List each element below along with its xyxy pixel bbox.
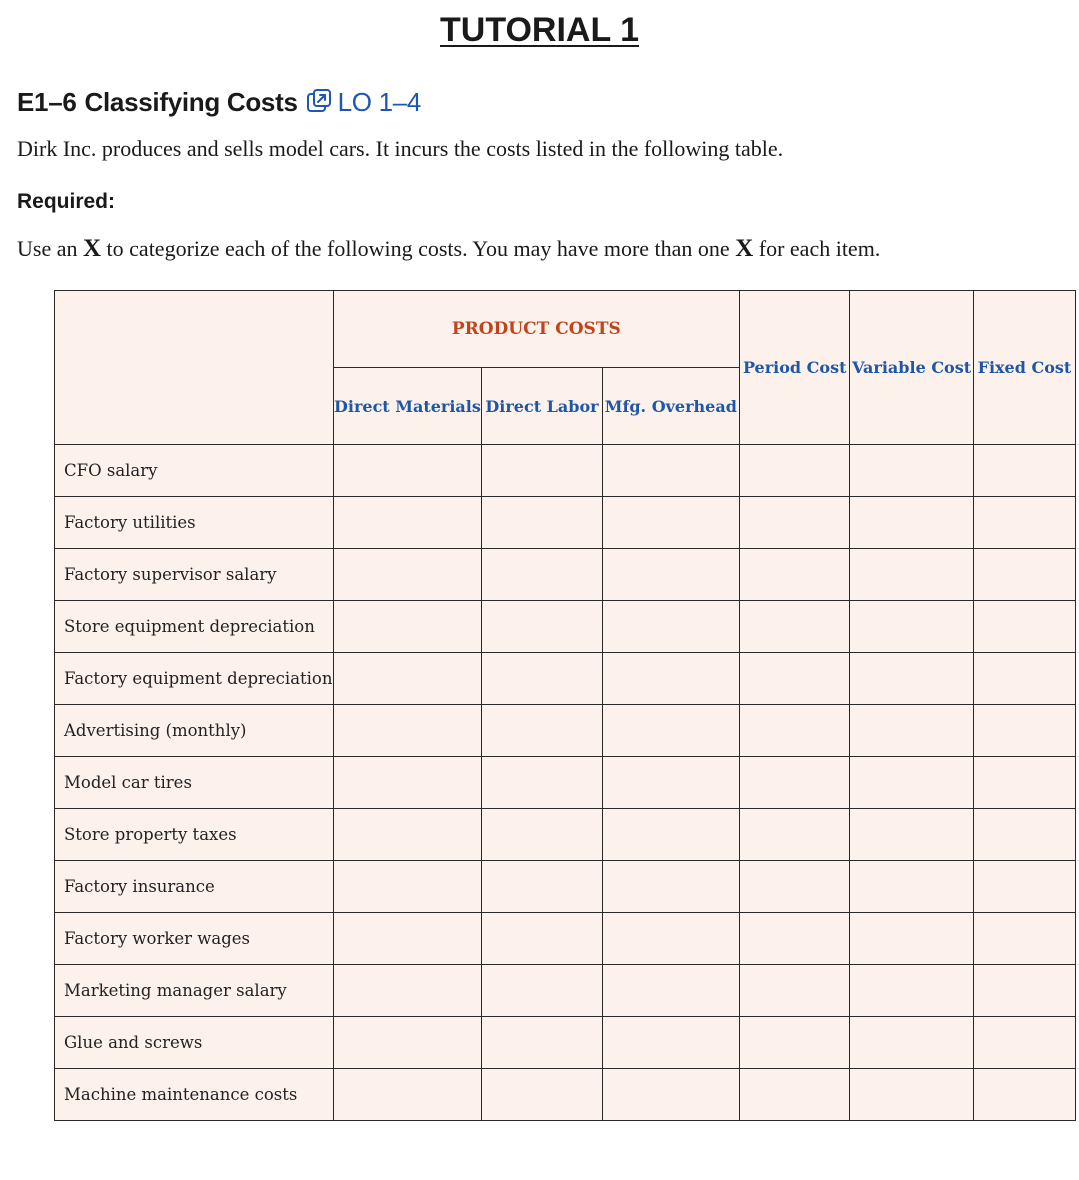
fixed-cost-header: Fixed Cost: [973, 291, 1075, 445]
cost-item-label: Factory insurance: [55, 861, 334, 913]
cost-item-label: Marketing manager salary: [55, 965, 334, 1017]
table-row: [55, 1017, 1076, 1069]
direct-materials-cell[interactable]: [333, 965, 482, 1017]
period-cost-cell[interactable]: [740, 1069, 850, 1121]
direct-materials-cell[interactable]: [333, 861, 482, 913]
mfg-overhead-cell[interactable]: [602, 809, 739, 861]
variable-cost-cell[interactable]: [850, 445, 974, 497]
learning-objective-link[interactable]: LO 1–4: [337, 87, 422, 117]
cost-item-label: Advertising (monthly): [55, 705, 334, 757]
fixed-cost-cell[interactable]: [973, 653, 1075, 705]
direct-materials-cell[interactable]: [333, 809, 482, 861]
variable-cost-cell[interactable]: [850, 861, 974, 913]
cost-item-label: Factory supervisor salary: [55, 549, 334, 601]
mfg-overhead-cell[interactable]: [602, 601, 739, 653]
direct-labor-cell[interactable]: [482, 549, 602, 601]
mfg-overhead-cell[interactable]: [602, 861, 739, 913]
variable-cost-cell[interactable]: [850, 757, 974, 809]
mfg-overhead-cell[interactable]: [602, 497, 739, 549]
fixed-cost-cell[interactable]: [973, 913, 1075, 965]
cost-item-label: Factory equipment depreciation: [55, 653, 334, 705]
table-row: [55, 809, 1076, 861]
direct-labor-header: Direct Labor: [482, 368, 602, 445]
direct-materials-header: Direct Materials: [333, 368, 482, 445]
direct-labor-cell[interactable]: [482, 809, 602, 861]
instruction-text: Use an X to categorize each of the following costs. You may have more than one X for each item.: [17, 235, 881, 262]
item-column-header: [55, 291, 334, 445]
external-link-icon[interactable]: [306, 88, 334, 116]
variable-cost-cell[interactable]: [850, 653, 974, 705]
table-row: [55, 861, 1076, 913]
cost-item-label: Glue and screws: [55, 1017, 334, 1069]
period-cost-cell[interactable]: [740, 913, 850, 965]
direct-materials-cell[interactable]: [333, 913, 482, 965]
intro-text: Dirk Inc. produces and sells model cars. It incurs the costs listed in the following table.: [17, 136, 784, 161]
table-row: [55, 913, 1076, 965]
period-cost-cell[interactable]: [740, 705, 850, 757]
cost-item-label: Factory worker wages: [55, 913, 334, 965]
fixed-cost-cell[interactable]: [973, 861, 1075, 913]
direct-materials-cell[interactable]: [333, 497, 482, 549]
direct-labor-cell[interactable]: [482, 1069, 602, 1121]
period-cost-cell[interactable]: [740, 809, 850, 861]
direct-materials-cell[interactable]: [333, 445, 482, 497]
mfg-overhead-cell[interactable]: [602, 653, 739, 705]
direct-labor-cell[interactable]: [482, 1017, 602, 1069]
cost-item-label: Factory utilities: [55, 497, 334, 549]
table-row: [55, 965, 1076, 1017]
mfg-overhead-cell[interactable]: [602, 1069, 739, 1121]
required-label: Required:: [17, 190, 116, 213]
table-row: [55, 601, 1076, 653]
fixed-cost-cell[interactable]: [973, 757, 1075, 809]
direct-labor-cell[interactable]: [482, 705, 602, 757]
direct-labor-cell[interactable]: [482, 653, 602, 705]
product-costs-header: PRODUCT COSTS: [333, 291, 740, 368]
direct-materials-cell[interactable]: [333, 705, 482, 757]
variable-cost-header: Variable Cost: [850, 291, 974, 445]
direct-materials-cell[interactable]: [333, 653, 482, 705]
exercise-name: Classifying Costs: [84, 87, 298, 117]
table-row: [55, 1069, 1076, 1121]
mfg-overhead-cell[interactable]: [602, 913, 739, 965]
mfg-overhead-cell[interactable]: [602, 1017, 739, 1069]
direct-labor-cell[interactable]: [482, 965, 602, 1017]
period-cost-cell[interactable]: [740, 861, 850, 913]
mfg-overhead-cell[interactable]: [602, 705, 739, 757]
variable-cost-cell[interactable]: [850, 809, 974, 861]
variable-cost-cell[interactable]: [850, 1017, 974, 1069]
direct-materials-cell[interactable]: [333, 757, 482, 809]
direct-materials-cell[interactable]: [333, 1017, 482, 1069]
table-row: [55, 653, 1076, 705]
direct-labor-cell[interactable]: [482, 913, 602, 965]
variable-cost-cell[interactable]: [850, 549, 974, 601]
table-row: [55, 497, 1076, 549]
variable-cost-cell[interactable]: [850, 913, 974, 965]
direct-labor-cell[interactable]: [482, 497, 602, 549]
direct-materials-cell[interactable]: [333, 601, 482, 653]
direct-materials-cell[interactable]: [333, 1069, 482, 1121]
cost-item-label: Machine maintenance costs: [55, 1069, 334, 1121]
cost-item-label: Model car tires: [55, 757, 334, 809]
variable-cost-cell[interactable]: [850, 965, 974, 1017]
period-cost-cell[interactable]: [740, 1017, 850, 1069]
variable-cost-cell[interactable]: [850, 1069, 974, 1121]
direct-labor-cell[interactable]: [482, 757, 602, 809]
period-cost-cell[interactable]: [740, 497, 850, 549]
fixed-cost-cell[interactable]: [973, 965, 1075, 1017]
fixed-cost-cell[interactable]: [973, 705, 1075, 757]
period-cost-header: Period Cost: [740, 291, 850, 445]
fixed-cost-cell[interactable]: [973, 1069, 1075, 1121]
period-cost-cell[interactable]: [740, 601, 850, 653]
table-row: [55, 757, 1076, 809]
cost-classification-table: [54, 290, 1076, 1121]
direct-materials-cell[interactable]: [333, 549, 482, 601]
direct-labor-cell[interactable]: [482, 445, 602, 497]
fixed-cost-cell[interactable]: [973, 445, 1075, 497]
table-row: [55, 445, 1076, 497]
mfg-overhead-header: Mfg. Overhead: [602, 368, 739, 445]
variable-cost-cell[interactable]: [850, 601, 974, 653]
fixed-cost-cell[interactable]: [973, 601, 1075, 653]
period-cost-cell[interactable]: [740, 653, 850, 705]
table-row: [55, 705, 1076, 757]
mfg-overhead-cell[interactable]: [602, 549, 739, 601]
mfg-overhead-cell[interactable]: [602, 965, 739, 1017]
fixed-cost-cell[interactable]: [973, 497, 1075, 549]
cost-item-label: CFO salary: [55, 445, 334, 497]
mfg-overhead-cell[interactable]: [602, 757, 739, 809]
mfg-overhead-cell[interactable]: [602, 445, 739, 497]
table-row: [55, 549, 1076, 601]
direct-labor-cell[interactable]: [482, 861, 602, 913]
fixed-cost-cell[interactable]: [973, 549, 1075, 601]
period-cost-cell[interactable]: [740, 549, 850, 601]
page-title: TUTORIAL 1: [440, 11, 639, 49]
table-body: [55, 445, 1076, 1121]
period-cost-cell[interactable]: [740, 757, 850, 809]
exercise-number: E1–6: [17, 87, 77, 117]
fixed-cost-cell[interactable]: [973, 809, 1075, 861]
fixed-cost-cell[interactable]: [973, 1017, 1075, 1069]
period-cost-cell[interactable]: [740, 965, 850, 1017]
cost-item-label: Store equipment depreciation: [55, 601, 334, 653]
variable-cost-cell[interactable]: [850, 497, 974, 549]
direct-labor-cell[interactable]: [482, 601, 602, 653]
cost-item-label: Store property taxes: [55, 809, 334, 861]
exercise-heading: [17, 84, 421, 120]
period-cost-cell[interactable]: [740, 445, 850, 497]
variable-cost-cell[interactable]: [850, 705, 974, 757]
